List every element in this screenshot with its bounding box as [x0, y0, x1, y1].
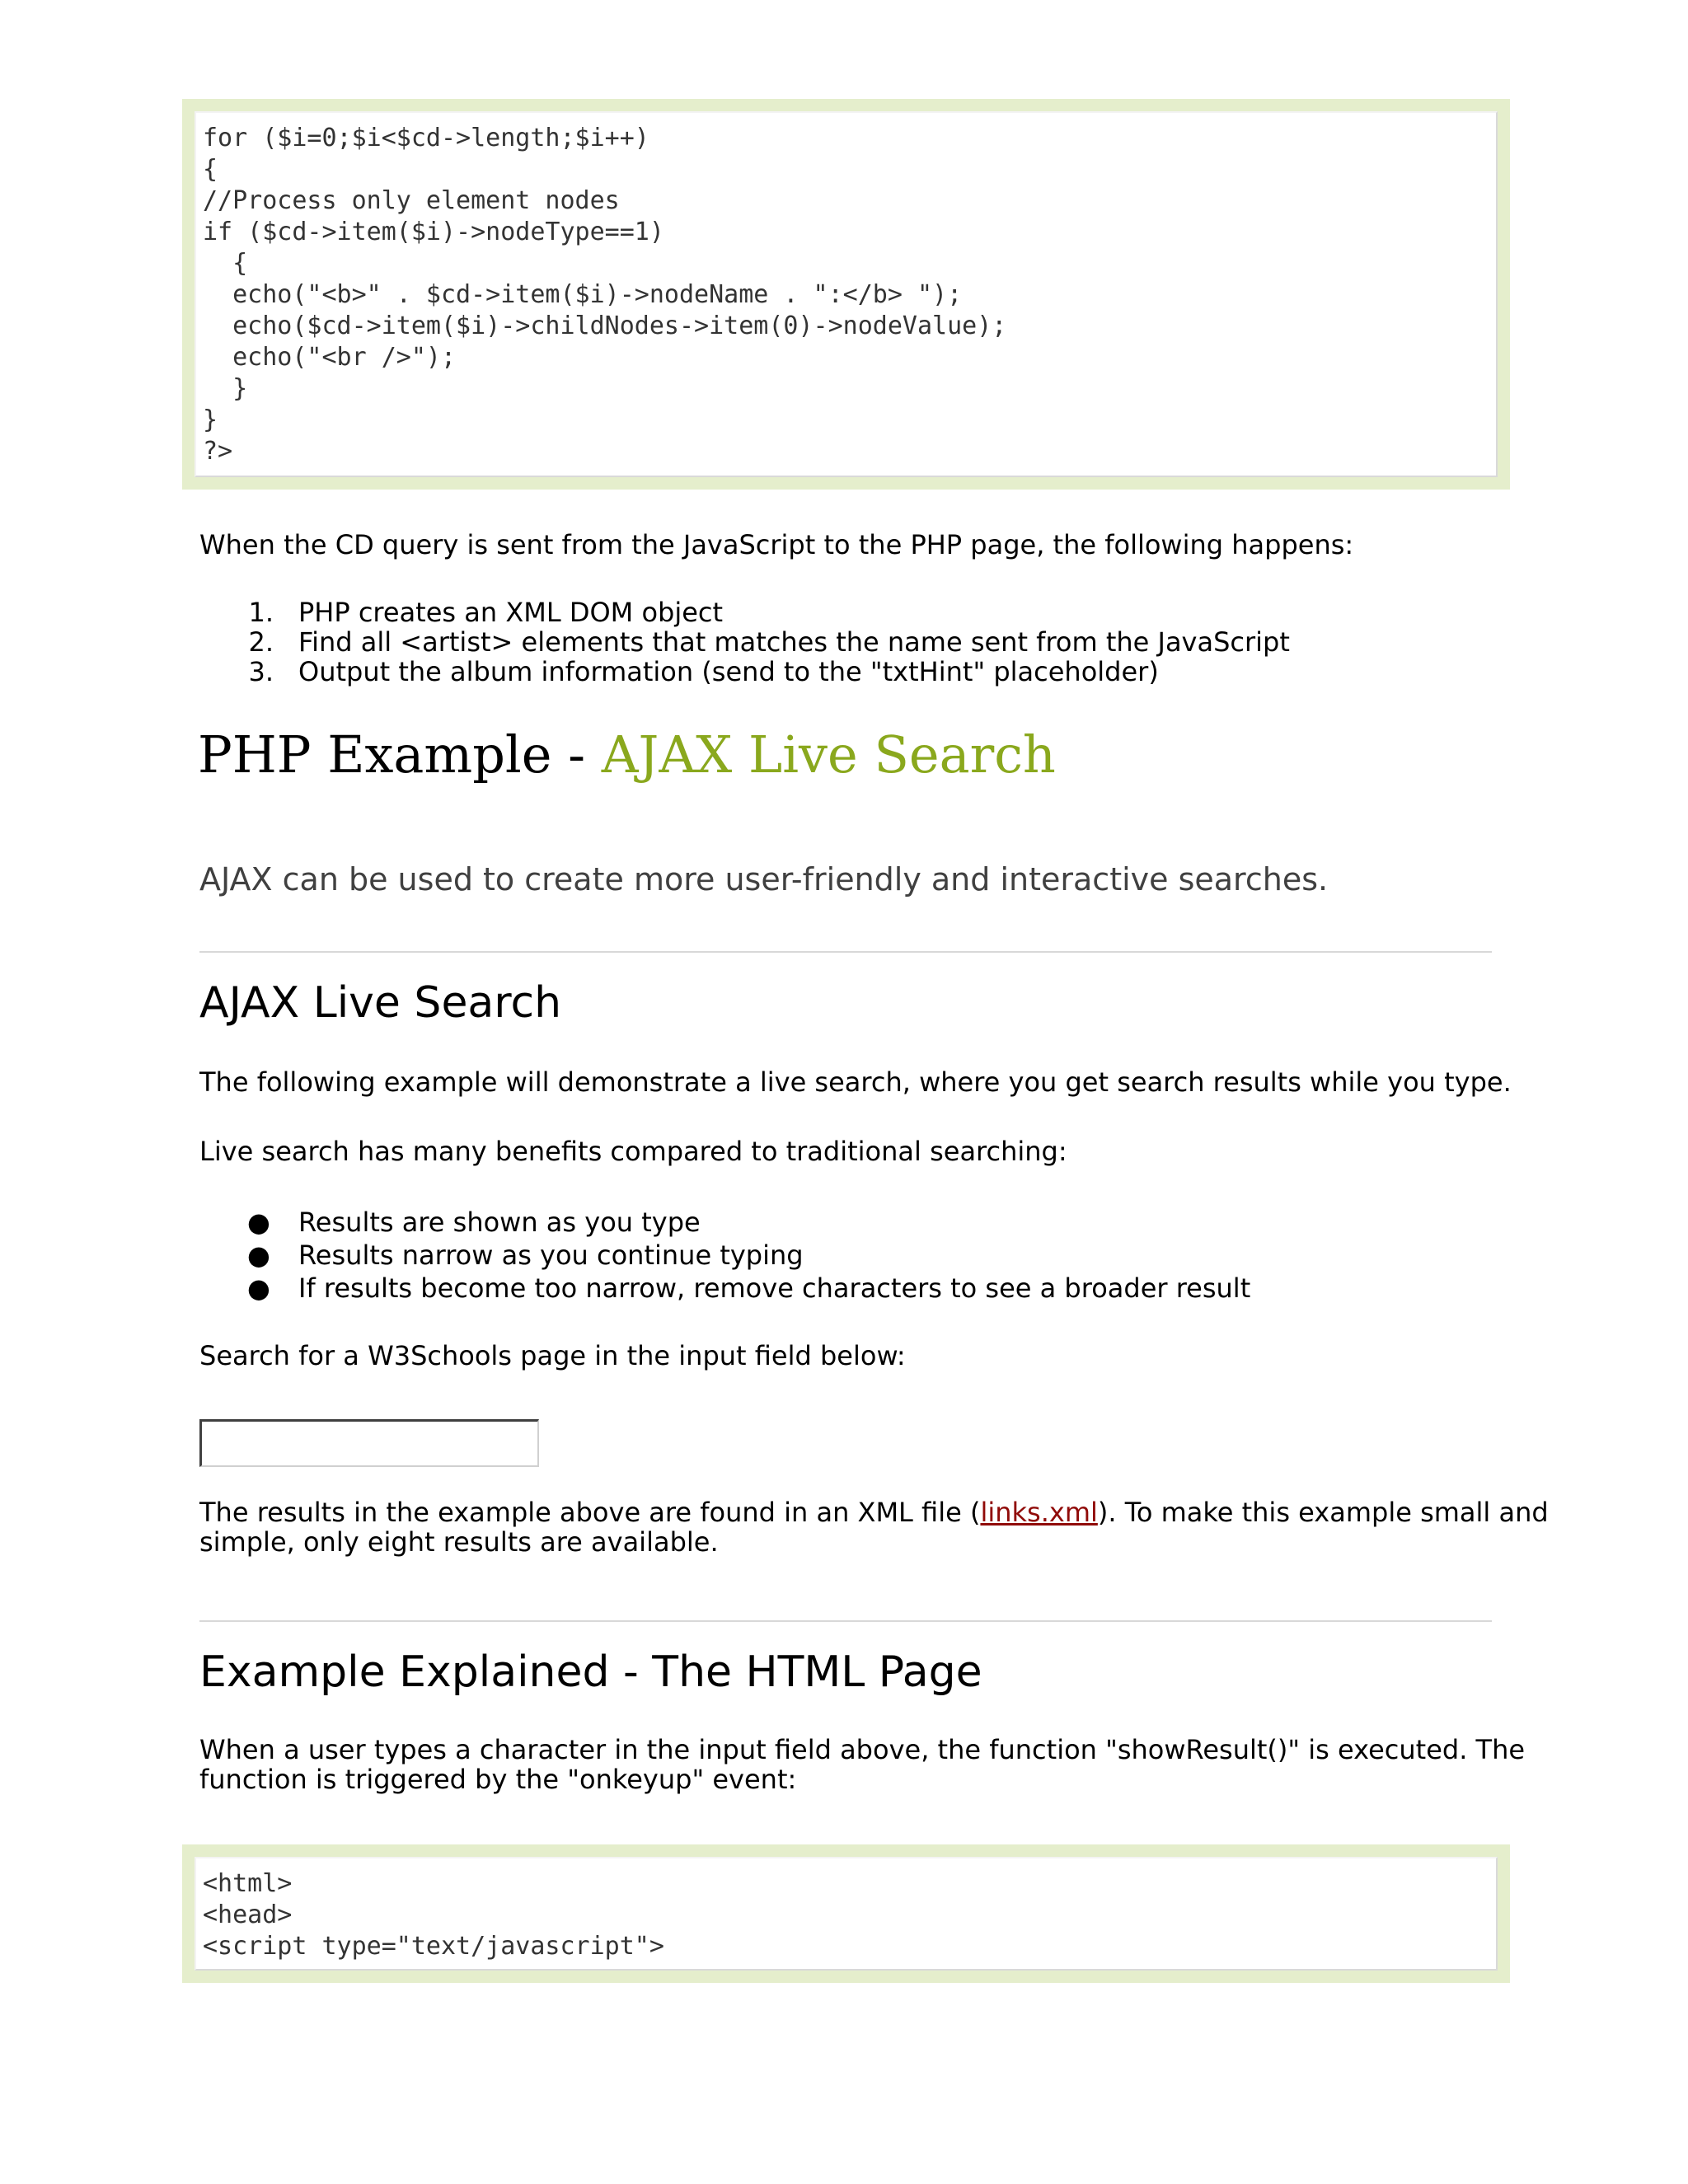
list-item-text: Find all <artist> elements that matches the name sent from the JavaScript: [298, 626, 1290, 658]
list-item-text: Results are shown as you type: [298, 1207, 701, 1238]
code-line: {: [203, 249, 248, 278]
results-note-line2: simple, only eight results are available.: [199, 1526, 719, 1558]
list-number: 2.: [248, 626, 274, 658]
list-number: 3.: [248, 656, 274, 687]
bullet-icon: ●: [247, 1207, 270, 1238]
section-heading-live-search: AJAX Live Search: [199, 978, 562, 1028]
list-item-text: If results become too narrow, remove characters to see a broader result: [298, 1272, 1251, 1304]
code-line: }: [203, 405, 218, 434]
code-line: echo($cd->item($i)->childNodes->item(0)->nodeValue);: [203, 312, 1007, 340]
search-prompt: Search for a W3Schools page in the input field below:: [199, 1340, 906, 1371]
explained-line1: When a user types a character in the input field above, the function "showResult()" is executed. The: [199, 1734, 1526, 1765]
live-search-input[interactable]: [199, 1419, 539, 1467]
section-heading-example-explained: Example Explained - The HTML Page: [199, 1647, 982, 1697]
explained-line2: function is triggered by the "onkeyup" event:: [199, 1764, 797, 1795]
divider: [199, 1620, 1492, 1622]
results-note-after: ). To make this example small and: [1097, 1497, 1549, 1528]
code-line: <script type="text/javascript">: [203, 1932, 664, 1961]
code-line: for ($i=0;$i<$cd->length;$i++): [203, 124, 649, 152]
code-line: <head>: [203, 1900, 293, 1929]
benefits-intro: Live search has many benefits compared to traditional searching:: [199, 1136, 1067, 1167]
code-line: ?>: [203, 437, 233, 466]
page-title-prefix: PHP Example -: [198, 724, 602, 785]
cd-query-intro: When the CD query is sent from the JavaScript to the PHP page, the following happens:: [199, 529, 1354, 560]
intro-text: AJAX can be used to create more user-friendly and interactive searches.: [199, 861, 1329, 898]
live-search-description: The following example will demonstrate a live search, where you get search results while you type.: [199, 1066, 1512, 1098]
code-line: }: [203, 374, 248, 403]
code-line: <html>: [203, 1869, 293, 1898]
links-xml-link[interactable]: links.xml: [980, 1497, 1098, 1528]
page-title-accent: AJAX Live Search: [601, 724, 1056, 785]
code-line: //Process only element nodes: [203, 186, 620, 215]
list-item-text: Results narrow as you continue typing: [298, 1240, 804, 1271]
list-item-text: Output the album information (send to the "txtHint" placeholder): [298, 656, 1159, 687]
code-example-html: [182, 1844, 1510, 1983]
code-example-inner: [195, 1857, 1498, 1971]
code-example-php: [182, 99, 1510, 490]
results-note-before: The results in the example above are found in an XML file (: [199, 1497, 981, 1528]
list-number: 1.: [248, 597, 274, 628]
code-line: echo("<b>" . $cd->item($i)->nodeName . ":</b> ");: [203, 280, 963, 309]
bullet-icon: ●: [247, 1240, 270, 1271]
bullet-icon: ●: [247, 1272, 270, 1304]
code-example-inner: [195, 111, 1498, 477]
page-title: [198, 724, 1056, 786]
code-line: {: [203, 155, 218, 184]
divider: [199, 951, 1492, 953]
results-note-line1: [199, 1497, 1549, 1528]
code-line: echo("<br />");: [203, 343, 457, 372]
list-item-text: PHP creates an XML DOM object: [298, 597, 724, 628]
code-line: if ($cd->item($i)->nodeType==1): [203, 218, 664, 246]
